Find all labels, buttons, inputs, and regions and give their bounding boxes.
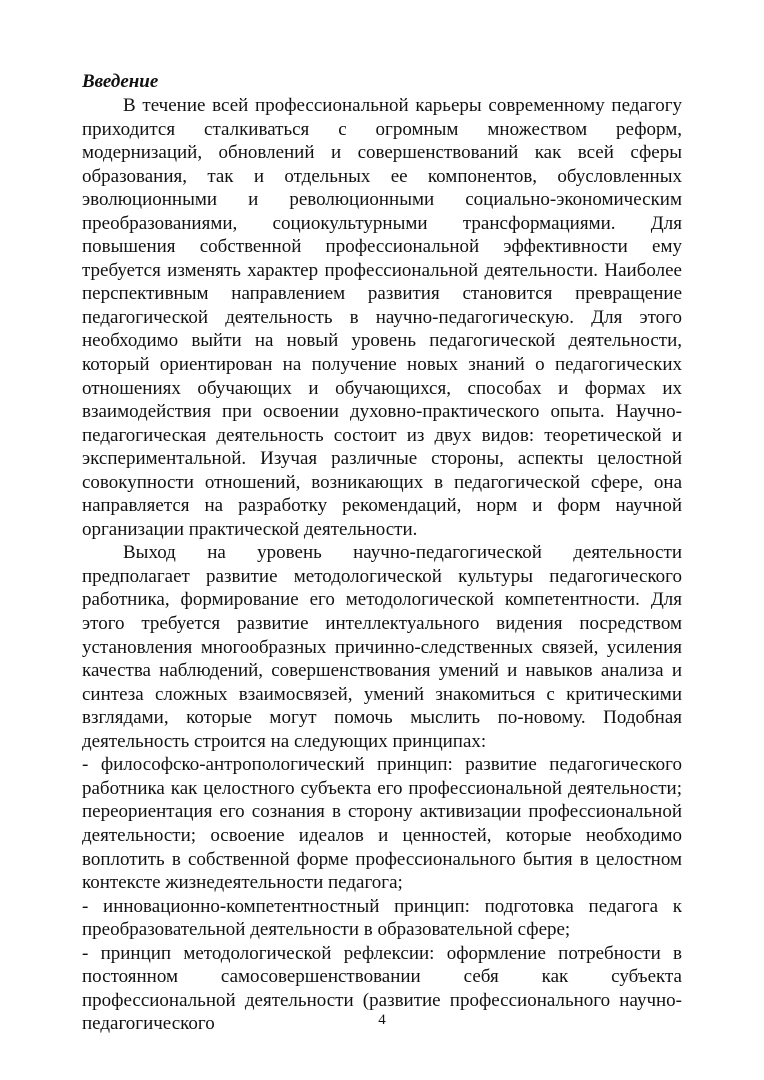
list-item-principle-3: - принцип методологической рефлексии: оформление потребности в постоянном самосовершенствовании себя как субъекта профессиональной деятельности (развитие профессионального научно-педагогического [82,942,682,1035]
list-item-principle-1: - философско-антропологический принцип: развитие педагогического работника как целостного субъекта его профессиональной деятельности; переориентация его сознания в сторону активизации профессиональной деятельности; освоение идеалов и ценностей, которые необходимо воплотить в собственной форме профессионального бытия в целостном контексте жизнедеятельности педагога; [82,754,682,894]
page-number: 4 [378,1012,386,1028]
text-block [82,69,682,1036]
paragraph-intro: В течение всей профессиональной карьеры современному педагогу приходится сталкиваться с огромным множеством реформ, модернизаций, обновлений и совершенствований как всей сферы образования, так и отдельных ее компонентов, обусловленных эволюционными и революционными социально-экономическим преобразованиями, социокультурными трансформациями. Для повышения собственной профессиональной эффективности ему требуется изменять характер профессиональной деятельности. Наиболее перспективным направлением развития становится превращение педагогической деятельность в научно-педагогическую. Для этого необходимо выйти на новый уровень педагогической деятельности, который ориентирован на получение новых знаний о педагогических отношениях обучающих и обучающихся, способах и формах их взаимодействия при освоении духовно-практического опыта. Научно-педагогическая деятельность состоит из двух видов: теоретической и экспериментальной. Изучая различные стороны, аспекты целостной совокупности отношений, возникающих в педагогической сфере, она направляется на разработку рекомендаций, норм и форм научной организации практической деятельности. [82,95,682,540]
section-heading: Введение [82,71,159,92]
paragraph-methodology: Выход на уровень научно-педагогической деятельности предполагает развитие методологической культуры педагогического работника, формирование его методологической компетентности. Для этого требуется развитие интеллектуального видения посредством установления многообразных причинно-следственных связей, усиления качества наблюдений, совершенствования умений и навыков анализа и синтеза сложных взаимосвязей, умений знакомиться с критическими взглядами, которые могут помочь мыслить по-новому. Подобная деятельность строится на следующих принципах: [82,542,682,752]
list-item-principle-2: - инновационно-компетентностный принцип: подготовка педагога к преобразовательной деятельности в образовательной сфере; [82,895,682,941]
